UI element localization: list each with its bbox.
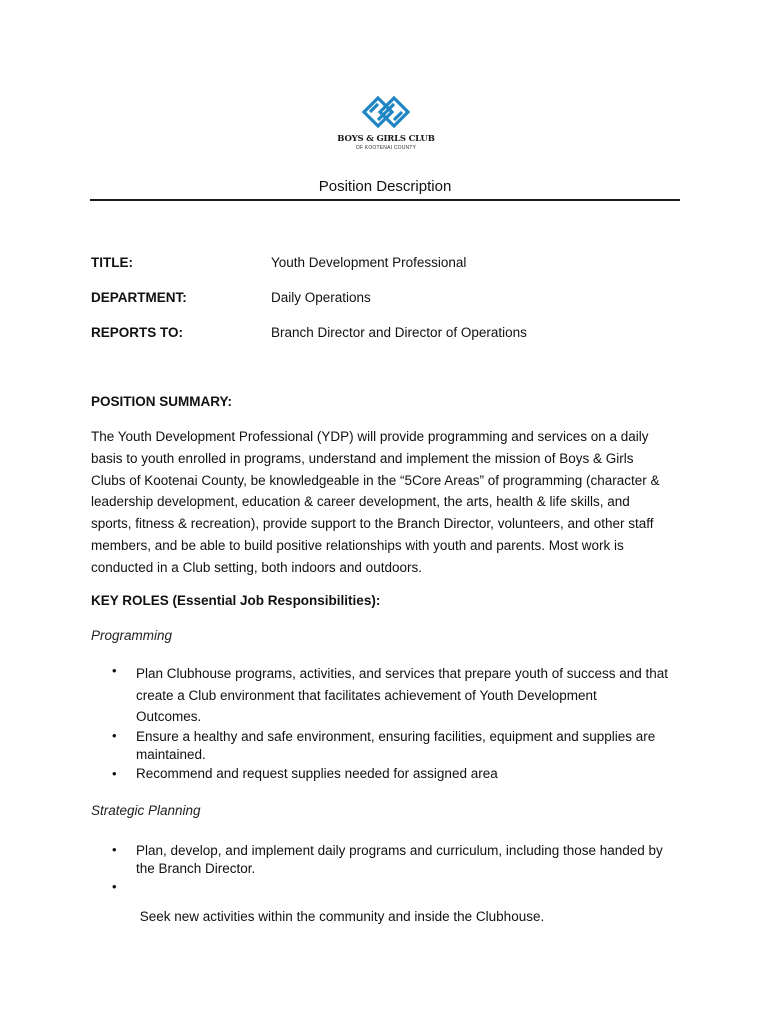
- key-roles-heading: KEY ROLES (Essential Job Responsibilities):: [91, 593, 381, 608]
- field-value-title: Youth Development Professional: [271, 255, 467, 270]
- field-label-title: TITLE:: [91, 255, 133, 270]
- logo-wordmark: BOYS & GIRLS CLUB: [337, 134, 435, 144]
- field-label-reports-to: REPORTS TO:: [91, 325, 184, 340]
- bullet-line: Plan Clubhouse programs, activities, and services that prepare youth of success and that: [136, 666, 669, 681]
- subheading-strategic-planning: Strategic Planning: [91, 803, 201, 818]
- summary-line: basis to youth enrolled in programs, understand and implement the mission of Boys & Girls: [91, 450, 634, 466]
- summary-line: The Youth Development Professional (YDP) will provide programming and services on a daily: [91, 429, 649, 444]
- title-divider: [90, 199, 680, 201]
- summary-line: sports, fitness & recreation), provide support to the Branch Director, volunteers, and other staff: [91, 516, 654, 532]
- bullet-line: the Branch Director.: [136, 861, 256, 876]
- bullet-line: Recommend and request supplies needed for assigned area: [136, 766, 498, 781]
- bullet-item: [136, 728, 696, 764]
- bullet-item: [136, 879, 696, 954]
- field-value-reports-to: Branch Director and Director of Operations: [271, 325, 527, 340]
- club-logo-icon: [356, 92, 416, 132]
- document-title: Position Description: [318, 178, 452, 195]
- bullet-marker: •: [112, 842, 117, 857]
- subheading-programming: Programming: [91, 628, 173, 643]
- bullet-line: Seek new activities within the community and inside the Clubhouse.: [136, 909, 545, 924]
- bullet-marker: •: [112, 766, 117, 781]
- bullet-item: [136, 842, 696, 878]
- field-label-department: DEPARTMENT:: [91, 290, 187, 305]
- bullet-marker: •: [112, 728, 117, 743]
- bullet-marker: •: [112, 663, 117, 678]
- bullet-line: Plan, develop, and implement daily programs and curriculum, including those handed by: [136, 843, 663, 858]
- bullet-marker: •: [112, 879, 117, 894]
- summary-line: leadership development, education & career development, the arts, health & life skills, and: [91, 494, 630, 510]
- logo-subtitle: OF KOOTENAI COUNTY: [355, 145, 417, 151]
- bullet-line: Outcomes.: [136, 709, 202, 724]
- bullet-line: Ensure a healthy and safe environment, ensuring facilities, equipment and supplies are: [136, 729, 656, 744]
- bullet-line: create a Club environment that facilitates achievement of Youth Development: [136, 687, 597, 703]
- position-summary-heading: POSITION SUMMARY:: [91, 394, 232, 409]
- summary-line: Clubs of Kootenai County, be knowledgeable in the “5Core Areas” of programming (character &: [91, 472, 660, 488]
- bullet-item: [136, 766, 696, 781]
- bullet-item: [136, 663, 696, 728]
- summary-line: conducted in a Club setting, both indoors and outdoors.: [91, 559, 422, 575]
- club-logo: [330, 92, 442, 156]
- summary-line: members, and be able to build positive relationships with youth and parents. Most work is: [91, 537, 624, 553]
- bullet-line: maintained.: [136, 747, 206, 762]
- position-summary-text: [91, 426, 683, 579]
- field-value-department: Daily Operations: [271, 290, 371, 305]
